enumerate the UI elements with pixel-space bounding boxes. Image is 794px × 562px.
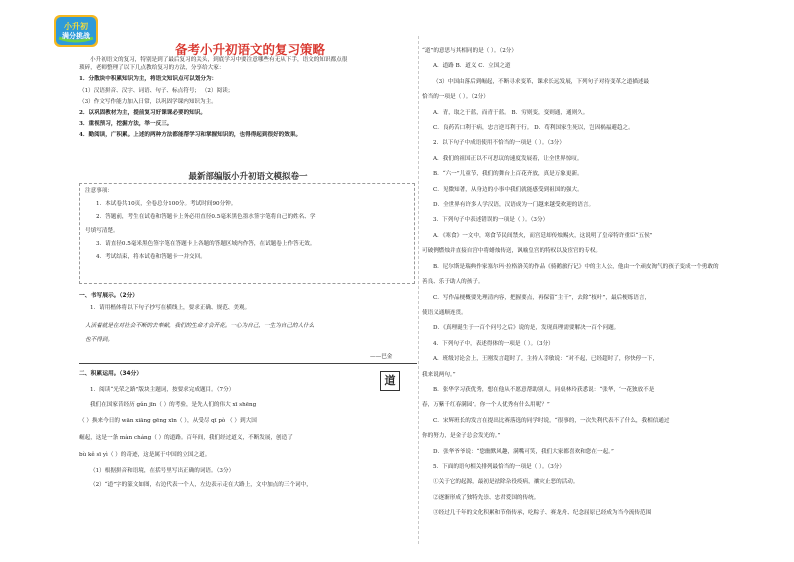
tip-line: 4．勤阅读，广积累。上述的两种方法都能帮学习和掌握知识的，也得得起到很好的效果。 [79,132,302,139]
tip-line: 2．以巩固教材为主，提前复习好课课必要的知识。 [79,110,206,117]
section1-body [79,304,417,312]
question-line: 恰当的一项是（ ）。（2分） [422,94,489,101]
question-line: A．《寒食》一文中，寒食节民间禁火，而宫廷却传烛赐火，这说明了皇帝特许重臣“五侯” [433,232,653,239]
intro-line: 小升初语文的复习，特别是到了最后复习的关头，到底学习中要注意哪些有无从下手，语文的知识都点很 [90,57,348,63]
question-line: A．班级讨论会上，王刚发言超时了，主持人幸敏说：“对不起，已经超时了，你快停一下， [433,356,659,363]
question-line: （2）“道”字的篆文如图，右边代表一个人，左边表示走在大路上，文中加点的三个词中， [90,482,312,488]
question-line: 2．以下句子中成语使用不恰当的一项是（ ）。（3分） [433,140,565,147]
question-line: D．《真理诞生于一百个问号之后》说的是，发现真理需要解决一百个问题。 [433,325,620,332]
seal-character: 道 [380,371,400,391]
notice-title: 注意事项： [85,188,113,194]
question-line: 春，万紫千红春满园’。你一个人优秀有什么用呢？” [422,402,550,409]
question-line: ②逐渐形成了独特先崇、忠君爱国的传统。 [433,494,540,501]
notice-box [79,183,415,284]
tip-line: （1）汉语拼音、汉字、词语、句子、标点符号； （2）阅读； [79,87,234,94]
question-line: （ ）换来今日的 wān xiāng gēng xīn（ ），从受尽 qī pò （ ）到大国 [79,418,257,424]
quote-author: ——巴金 [370,354,393,360]
notice-line: 号填写清楚。 [85,227,119,234]
question-line: 你的努力，是金子总会发光的。” [422,433,501,440]
question-line: 我们在国家昔经历 gǔn jīn（ ）的考验，是先人们的伟大 xī shēng [90,402,257,408]
question-line: D．全世界有许多人学汉语，汉语成为一门越来越受欢迎的语言。 [433,202,595,209]
section2-body [79,383,379,492]
writing-line [79,363,417,364]
exam-title: 最新部编版小升初语文模拟卷一 [188,172,308,182]
question-line: 4．下列句子中，表述得体的一项是（ ）。（3分） [433,340,554,347]
quote-text: 也不得到。 [85,337,113,343]
intro-line: 琐碎，老师整理了以下几点教给复习的方法，分享给大家： [79,65,225,72]
tip-line: 3．重视预习，挖掘方法，举一反三。 [79,121,173,128]
question-line: C．良药苦口利于病，忠言逆耳利于行。 D．苟利国家生死以，岂因祸福避趋之。 [433,125,634,132]
question-line: B．“六一”儿童节，我们的舞台上百花齐放，真是万象更新。 [433,171,583,178]
question-line: ③经过几千年的文化积累和节俗传承，吃粽子、赛龙舟、纪念屈原已经成为当今流传范围 [433,510,652,517]
question-line: 我来说两句。” [422,371,456,378]
page-title: 备考小升初语文的复习策略 [174,42,325,57]
tip-line: 1．分散块中积累知识为主，将语文知识点可以划分为： [79,76,218,83]
question-line: D．张华爷爷说：“您幽默风趣，满嘴可笑，我们大家都喜欢和您在一起。” [433,448,614,455]
question-line: （1）根据拼音和语境，在括号里写出正确的词语。（3分） [90,468,235,474]
question-line: 崛起，这是一条 màn cháng（ ）的道路。百年间，我们经过道义，不断发展，创造了 [79,435,293,441]
question-line: B．张华学习获优秀，想在他从不愿意帮助别人，同桌林玲获悉说：“张华，‘一花独放不是 [433,386,655,393]
column-divider [418,36,419,544]
quote-text: 人活着就是在对社会不断的去奉献，我们的生命才会开花。一心为自己，一生为自己的人什么 [85,323,315,329]
notice-line: 2．答题前，考生在试卷和答题卡上务必用直径0.5毫米黑色墨水签字笔将自己的姓名、学 [96,214,316,221]
question-line: 善良、乐于助人的孩子。 [422,279,484,286]
question-line: A．道路 B．道义 C．立国之道 [433,63,511,70]
tip-line: （3）作文写作能力加入日常，以巩固学课内知识为主。 [79,98,217,105]
logo-badge-icon [53,14,99,48]
question-line: 可破例燃烛并直接自宫中将蜡烛传送，讽喻皇宫的特权以及宦官的专权。 [422,248,602,255]
question-line: 使语义通顺连贯。 [422,309,467,316]
notice-line: 4．考试结束，将本试卷和答题卡一并交回。 [96,254,206,261]
question-line: 3．下列句子中表述错误的一项是（ ）。（3分） [433,217,549,224]
section-heading: 一、书写展示。（2分） [79,293,139,299]
notice-line: 3．请直径0.5毫米黑色签字笔在答题卡上各题的答题区域内作答，在试题卷上作答无效。 [96,240,316,247]
notice-line: 1．本试卷共10页，全卷总分100分。考试时间90分钟。 [96,201,237,208]
section-heading: 二、积累运用。（34分） [79,371,143,377]
question-line: “道”的意思与其相同的是（ ）。（2分） [422,48,517,54]
right-column [422,44,774,522]
question-line: C．见微知著，从身边的小事中我们就能感受到祖国的强大。 [433,186,583,193]
question-line: C．宋辉班长的发言在提出比赛落选的同学时说，“很事的，一次失利代表不了什么，我相信通过 [433,417,670,424]
question-prompt: 1．请用楷体将以下句子抄写在横线上，要求正确、规范、美观。 [90,305,251,311]
svg-text:小升初: 小升初 [64,22,88,31]
question-line: 1．阅读“光荣之路”版块主题词，按要求完成题目。（7分） [90,387,235,393]
question-line: ①关于它的起源，最初是祛除杂役疫病，禳灾止恶的活动。 [433,479,579,486]
question-line: A．我们的祖国正以不可思议的速度发展着，让全世界惊叹。 [433,155,583,162]
question-line: （3）中国由落后到崛起，不断寻求变革，课求长远发展，下列句子对待变革之道描述最 [433,78,650,85]
question-line: bù kě sī yì（ ）的奇迹，这是属于中国的立国之道。 [79,452,211,458]
svg-text:满分挑战: 满分挑战 [62,32,90,40]
intro-block [79,56,417,140]
question-line: 5．下面的语句相关排列最恰当的一项是（ ）。（3分） [433,463,565,470]
question-line: A．青，取之于蓝，而青于蓝。 B．穷则变，变则通，通则久。 [433,109,589,116]
question-line: B．尼尔斯是瑞典作家塞尔玛·拉格洛芙的作品《骑鹅旅行记》中的主人公，他由一个顽皮淘气的孩子变成一个勇敢的 [433,263,719,270]
brand-logo [53,14,99,48]
question-line: C．写作品梗概要先理清内容，把握要点，再保留“主干”，去除“枝叶”，最后梗练语言， [433,294,651,301]
